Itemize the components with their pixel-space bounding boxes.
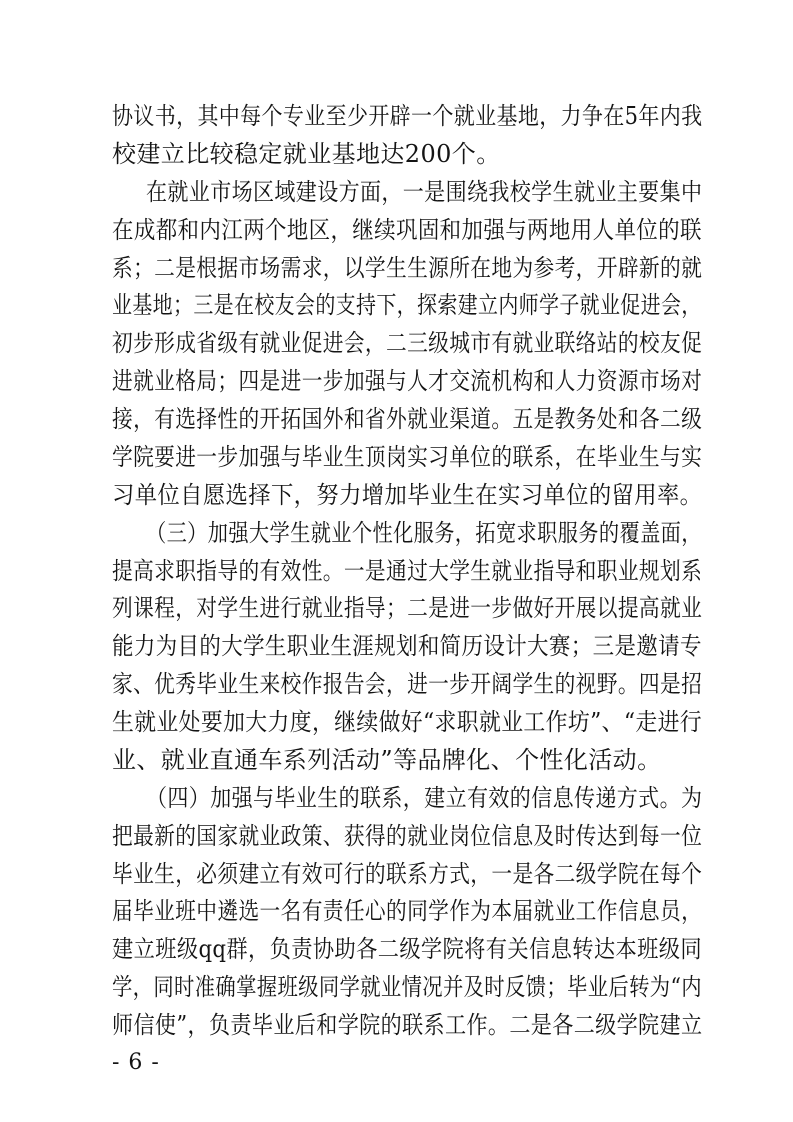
text-line: 初步形成省级有就业促进会，二三级城市有就业联络站的校友促 [112,329,703,357]
text-line: 校建立比较稳定就业基地达200个。 [112,140,501,168]
text-line: 列课程，对学生进行就业指导；二是进一步做好开展以提高就业 [112,594,703,622]
text-line: 学院要进一步加强与毕业生顶岗实习单位的联系，在毕业生与实 [112,443,703,471]
text-line: 把最新的国家就业政策、获得的就业岗位信息及时传达到每一位 [112,822,703,850]
section-heading-line: （三）加强大学生就业个性化服务，拓宽求职服务的覆盖面， [146,519,702,547]
text-line: 能力为目的大学生职业生涯规划和简历设计大赛；三是邀请专 [112,632,702,660]
paragraph-start-line: 在就业市场区域建设方面，一是围绕我校学生就业主要集中 [146,178,703,206]
text-line: 协议书，其中每个专业至少开辟一个就业基地，力争在5年内我 [112,102,703,130]
text-line: 师信使”，负责毕业后和学院的联系工作。二是各二级学院建立 [112,1011,703,1039]
text-line: 习单位自愿选择下，努力增加毕业生在实习单位的留用率。 [112,481,703,509]
text-line: 系；二是根据市场需求，以学生生源所在地为参考，开辟新的就 [112,254,703,282]
text-line: 进就业格局；四是进一步加强与人才交流机构和人力资源市场对 [112,367,703,395]
text-line: 接，有选择性的开拓国外和省外就业渠道。五是教务处和各二级 [112,405,703,433]
text-line: 毕业生，必须建立有效可行的联系方式，一是各二级学院在每个 [112,860,703,888]
text-line: 学，同时准确掌握班级同学就业情况并及时反馈；毕业后转为“内 [112,973,702,1001]
text-line: 业基地；三是在校友会的支持下，探索建立内师学子就业促进会， [112,291,702,319]
text-line: 届毕业班中遴选一名有责任心的同学作为本届就业工作信息员， [112,897,703,925]
text-line: 提高求职指导的有效性。一是通过大学生就业指导和职业规划系 [112,557,703,585]
text-line: 家、优秀毕业生来校作报告会，进一步开阔学生的视野。四是招 [112,670,703,698]
page-number: - 6 - [112,1050,160,1075]
text-line: 业、就业直通车系列活动”等品牌化、个性化活动。 [112,746,662,774]
text-line: 在成都和内江两个地区，继续巩固和加强与两地用人单位的联 [112,216,702,244]
section-heading-line: （四）加强与毕业生的联系，建立有效的信息传递方式。为 [146,784,703,812]
text-line: 建立班级qq群，负责协助各二级学院将有关信息转达本班级同 [112,935,702,963]
text-line: 生就业处要加大力度，继续做好“求职就业工作坊”、“走进行 [112,708,703,736]
